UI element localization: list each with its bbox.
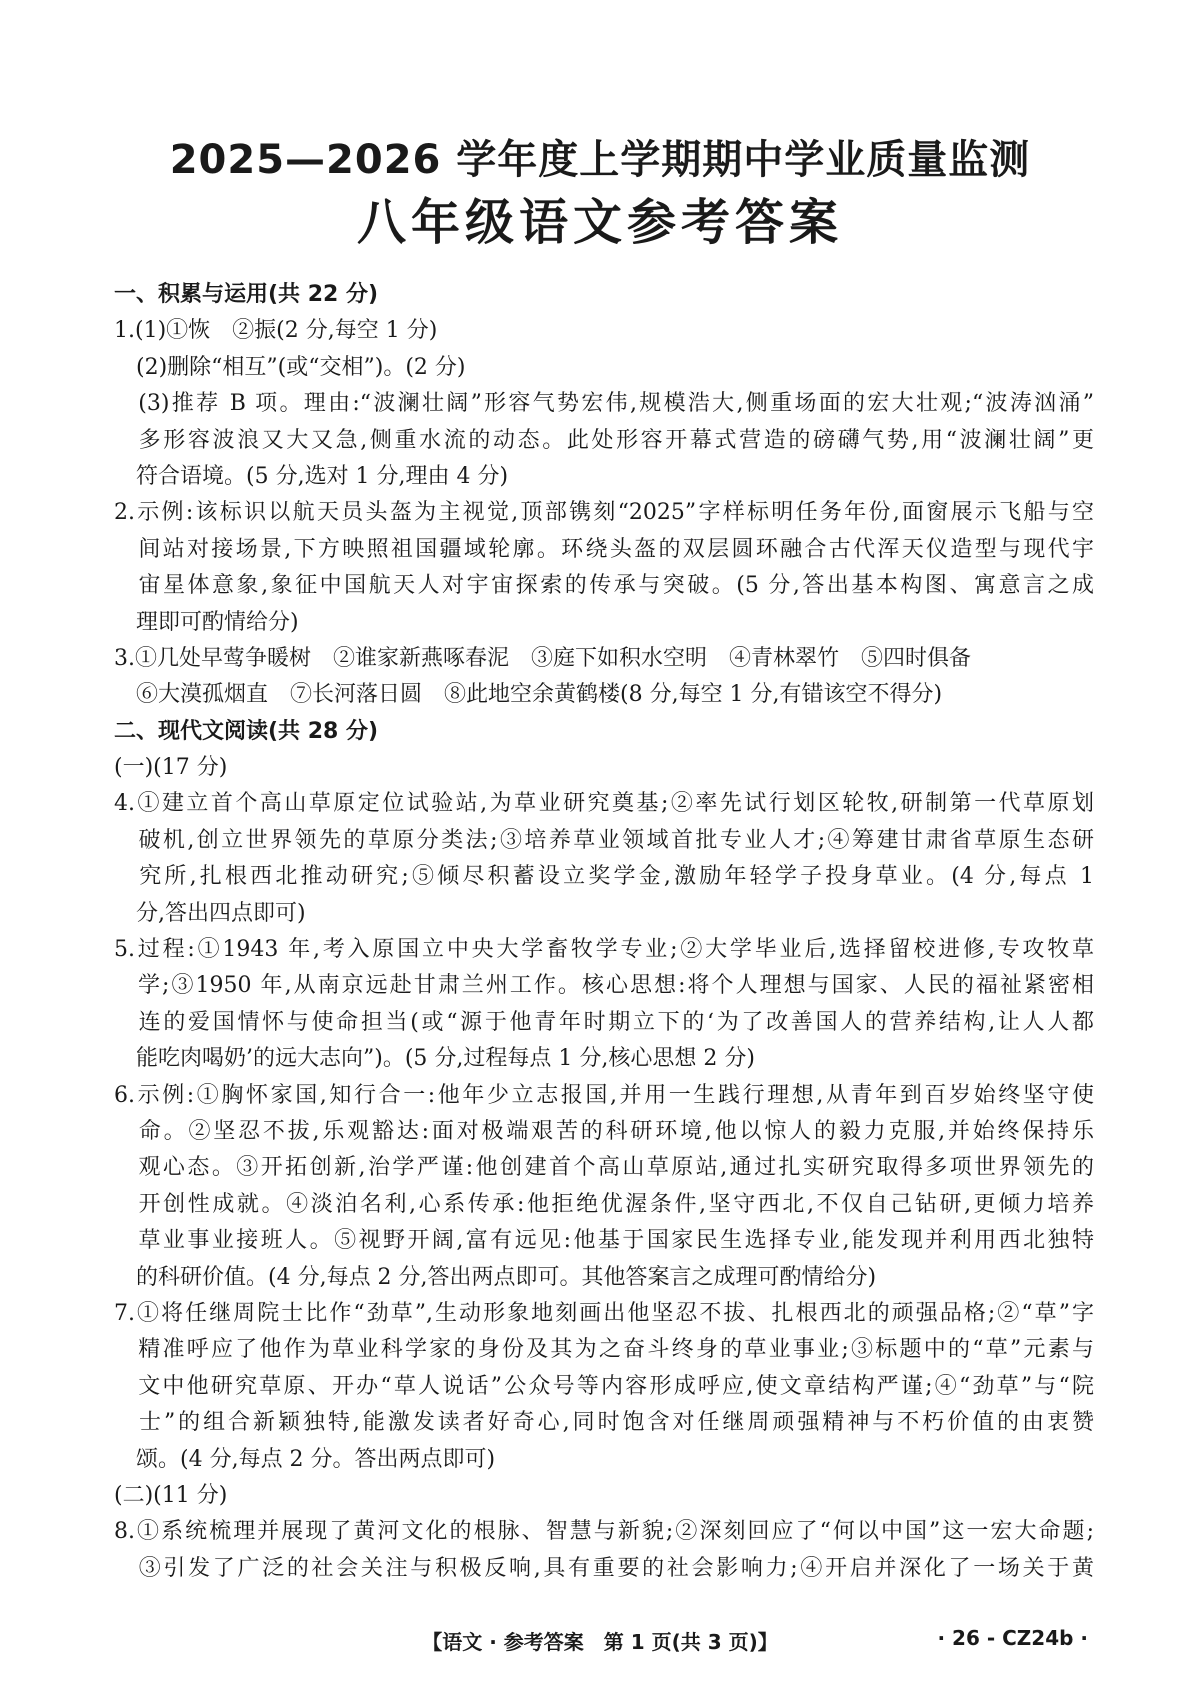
answer-line: 士”的组合新颖独特,能激发读者好奇心,同时饱含对任继周顽强精神与不朽价值的由衷赞 xyxy=(114,1410,1094,1436)
page-footer: 【语文 · 参考答案 第 1 页(共 3 页)】 xyxy=(422,1630,778,1654)
answer-line: 究所,扎根西北推动研究;⑤倾尽积蓄设立奖学金,激励年轻学子投身草业。(4 分,每点 1 xyxy=(114,864,1094,890)
answer-body xyxy=(114,277,1094,1587)
answer-line: 3.①几处早莺争暖树 ②谁家新燕啄春泥 ③庭下如积水空明 ④青林翠竹 ⑤四时俱备 xyxy=(114,645,971,671)
answer-line: 命。②坚忍不拔,乐观豁达:面对极端艰苦的科研环境,他以惊人的毅力克服,并始终保持乐 xyxy=(114,1118,1094,1144)
subsection-heading: (一)(17 分) xyxy=(114,755,228,781)
answer-line: 观心态。③开拓创新,治学严谨:他创建首个高山草原站,通过扎实研究取得多项世界领先的 xyxy=(114,1155,1094,1181)
section-heading: 二、现代文阅读(共 28 分) xyxy=(114,718,379,744)
answer-line: (3)推荐 B 项。理由:“波澜壮阔”形容气势宏伟,规模浩大,侧重场面的宏大壮观;“波涛汹涌” xyxy=(114,391,1094,417)
answer-line: 连的爱国情怀与使命担当(或“源于他青年时期立下的‘为了改善国人的营养结构,让人人都 xyxy=(114,1009,1094,1035)
answer-line: 5.过程:①1943 年,考入原国立中央大学畜牧学专业;②大学毕业后,选择留校进修,专攻牧草 xyxy=(114,937,1094,963)
answer-line: 8.①系统梳理并展现了黄河文化的根脉、智慧与新貌;②深刻回应了“何以中国”这一宏大命题; xyxy=(114,1519,1094,1545)
answer-line: 4.①建立首个高山草原定位试验站,为草业研究奠基;②率先试行划区轮牧,研制第一代草原划 xyxy=(114,791,1094,817)
answer-line: 宙星体意象,象征中国航天人对宇宙探索的传承与突破。(5 分,答出基本构图、寓意言之成 xyxy=(114,573,1094,599)
answer-line: 间站对接场景,下方映照祖国疆域轮廓。环绕头盔的双层圆环融合古代浑天仪造型与现代宇 xyxy=(114,536,1094,562)
answer-line: 1.(1)①恢 ②振(2 分,每空 1 分) xyxy=(114,318,438,344)
document-title: 八年级语文参考答案 xyxy=(356,194,843,251)
subsection-heading: (二)(11 分) xyxy=(114,1482,228,1508)
answer-line: ③引发了广泛的社会关注与积极反响,具有重要的社会影响力;④开启并深化了一场关于黄 xyxy=(114,1555,1094,1581)
answer-line: 学;③1950 年,从南京远赴甘肃兰州工作。核心思想:将个人理想与国家、人民的福祉紧密相 xyxy=(114,973,1094,999)
answer-line: (2)删除“相互”(或“交相”)。(2 分) xyxy=(114,354,466,380)
answer-line: 6.示例:①胸怀家国,知行合一:他年少立志报国,并用一生践行理想,从青年到百岁始终坚守使 xyxy=(114,1082,1094,1108)
answer-line: 文中他研究草原、开办“草人说话”公众号等内容形成呼应,使文章结构严谨;④“劲草”与“院 xyxy=(114,1373,1094,1399)
document-code: · 26 - CZ24b · xyxy=(937,1626,1088,1650)
answer-line: 符合语境。(5 分,选对 1 分,理由 4 分) xyxy=(114,463,509,489)
answer-line: 破机,创立世界领先的草原分类法;③培养草业领域首批专业人才;④筹建甘肃省草原生态研 xyxy=(114,827,1094,853)
exam-title: 2025—2026 学年度上学期期中学业质量监测 xyxy=(169,137,1031,183)
answer-line: 多形容波浪又大又急,侧重水流的动态。此处形容开幕式营造的磅礴气势,用“波澜壮阔”更 xyxy=(114,427,1094,453)
answer-line: 2.示例:该标识以航天员头盔为主视觉,顶部镌刻“2025”字样标明任务年份,面窗展示飞船与空 xyxy=(114,500,1094,526)
answer-line: 分,答出四点即可) xyxy=(114,900,306,926)
section-heading: 一、积累与运用(共 22 分) xyxy=(114,282,379,307)
answer-line: 7.①将任继周院士比作“劲草”,生动形象地刻画出他坚忍不拔、扎根西北的顽强品格;②“草”字 xyxy=(114,1300,1094,1326)
answer-line: ⑥大漠孤烟直 ⑦长河落日圆 ⑧此地空余黄鹤楼(8 分,每空 1 分,有错该空不得分) xyxy=(114,682,943,708)
answer-line: 理即可酌情给分) xyxy=(114,609,299,635)
answer-line: 精准呼应了他作为草业科学家的身份及其为之奋斗终身的草业事业;③标题中的“草”元素与 xyxy=(114,1337,1094,1363)
answer-line: 能吃肉喝奶’的远大志向”)。(5 分,过程每点 1 分,核心思想 2 分) xyxy=(114,1046,755,1072)
answer-line: 颂。(4 分,每点 2 分。答出两点即可) xyxy=(114,1446,496,1472)
answer-line: 草业事业接班人。⑤视野开阔,富有远见:他基于国家民生选择专业,能发现并利用西北独特 xyxy=(114,1228,1094,1254)
answer-line: 开创性成就。④淡泊名利,心系传承:他拒绝优渥条件,坚守西北,不仅自己钻研,更倾力培养 xyxy=(114,1191,1094,1217)
answer-line: 的科研价值。(4 分,每点 2 分,答出两点即可。其他答案言之成理可酌情给分) xyxy=(114,1264,877,1290)
